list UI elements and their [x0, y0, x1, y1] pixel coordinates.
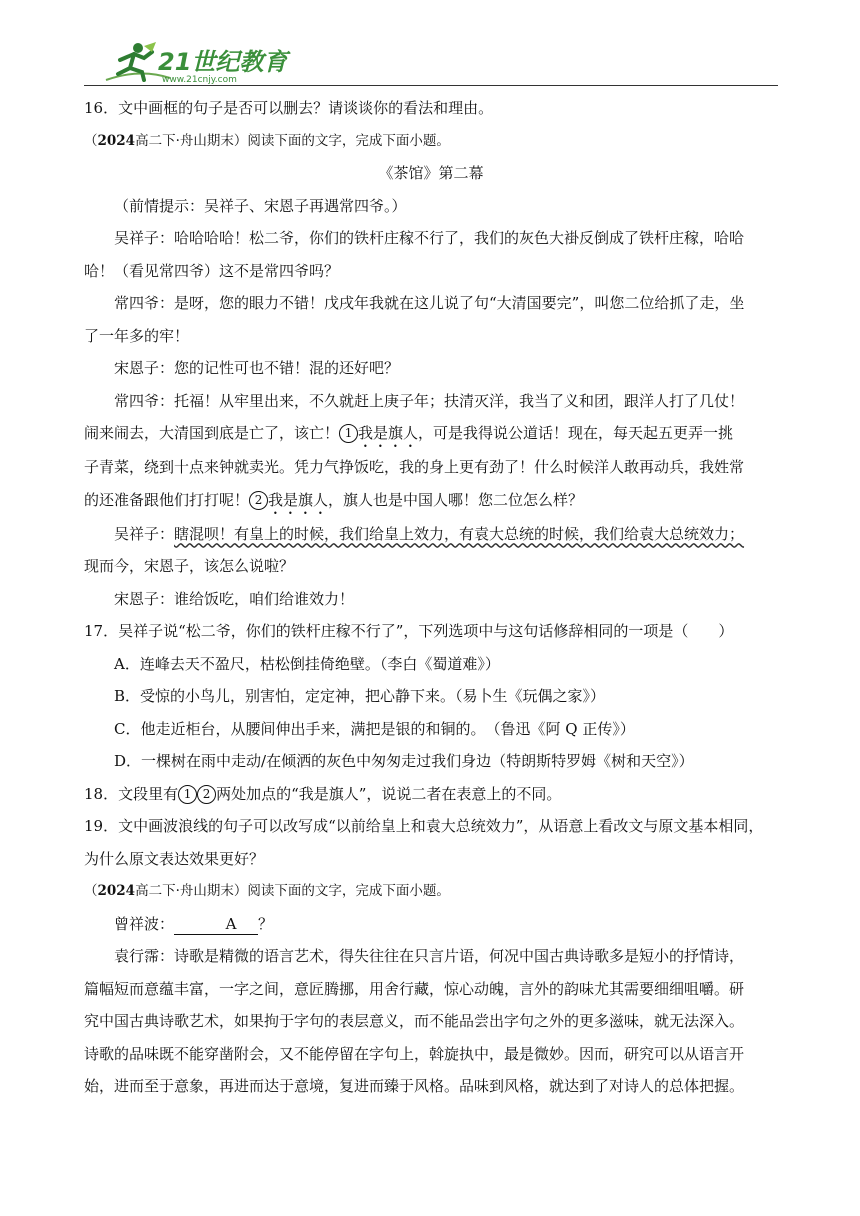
option-a: A．连峰去天不盈尺，枯松倒挂倚绝壁。（李白《蜀道难》） — [114, 654, 500, 673]
circled-number-1: 1 — [339, 424, 358, 443]
logo — [100, 38, 300, 86]
document-body — [84, 92, 778, 1103]
option-c: C．他走近柜台，从腰间伸出手来，满把是银的和铜的。 （鲁迅《阿 Q 正传》） — [114, 719, 635, 738]
prelude: （前情提示：吴祥子、宋恩子再遇常四爷。） — [114, 196, 407, 215]
option-b: B．受惊的小鸟儿，别害怕，定定神，把心静下来。（易卜生《玩偶之家》） — [114, 687, 606, 705]
wavy-underlined-sentence: 瞎混呗！有皇上的时候，我们给皇上效力，有袁大总统的时候，我们给袁大总统效力； — [174, 524, 745, 543]
dialogue-yuan-line3: 究中国古典诗歌艺术，如果拘于字句的表层意义，而不能品尝出字句之外的更多滋味，就无法深入。 — [84, 1012, 745, 1030]
dialogue-wu-2: 吴祥子：瞎混呗！有皇上的时候，我们给皇上效力，有袁大总统的时候，我们给袁大总统效力； — [114, 524, 745, 543]
dialogue-chang-2: 常四爷：托福！从牢里出来，不久就赶上庚子年；扶清灭洋，我当了义和团，跟洋人打了几仗！ — [114, 391, 745, 410]
question-19-cont: 为什么原文表达效果更好？ — [84, 849, 265, 868]
circled-number-1: 1 — [178, 785, 197, 804]
dialogue-chang-1-cont: 了一年多的牢！ — [84, 326, 190, 345]
dialogue-wu-2-cont: 现而今，宋恩子，该怎么说啦？ — [84, 557, 295, 575]
blank-a: A — [174, 914, 258, 935]
circled-number-2: 2 — [249, 491, 268, 510]
dotted-phrase-1: 我是旗人 — [358, 424, 419, 442]
dialogue-yuan-line5: 始，进而至于意象，再进而达于意境，复进而臻于风格。品味到风格，就达到了对诗人的总体把握。 — [84, 1077, 745, 1095]
question-16: 16．文中画框的句子是否可以删去？请谈谈你的看法和理由。 — [84, 99, 494, 117]
dialogue-wu-1: 吴祥子：哈哈哈哈！松二爷，你们的铁杆庄稼不行了，我们的灰色大褂反倒成了铁杆庄稼，哈哈 — [114, 229, 745, 247]
dialogue-zeng: 曾祥波： A ？ — [114, 914, 274, 933]
circled-number-2: 2 — [197, 785, 216, 804]
dialogue-chang-2-line4: 的还准备跟他们打打呢！ 2 我是旗人，旗人也是中国人哪！您二位怎么样？ — [84, 490, 584, 509]
svg-text:21世纪教育: 21世纪教育 — [158, 48, 288, 76]
dialogue-yuan-line2: 篇幅短而意蕴丰富，一字之间，意匠腾挪，用舍行藏，惊心动魄，言外的韵味尤其需要细细咀嚼。研 — [84, 979, 745, 998]
source-line-2: （2024高二下·舟山期末）阅读下面的文字，完成下面小题。 — [84, 883, 450, 899]
runner-logo-icon — [100, 38, 300, 86]
dialogue-yuan: 袁行霈：诗歌是精微的语言艺术，得失往往在只言片语，何况中国古典诗歌多是短小的抒情诗， — [114, 947, 745, 965]
source-line-1: （2024高二下·舟山期末）阅读下面的文字，完成下面小题。 — [84, 132, 450, 149]
dotted-phrase-2: 我是旗人 — [268, 490, 329, 509]
question-19: 19．文中画波浪线的句子可以改写成“以前给皇上和袁大总统效力”，从语意上看改文与原文基本相同， — [84, 817, 764, 835]
svg-text:www.21cnjy.com: www.21cnjy.com — [162, 75, 237, 85]
dialogue-yuan-line4: 诗歌的品味既不能穿凿附会，又不能停留在字句上，斡旋执中，最是微妙。因而，研究可以从语言开 — [84, 1044, 745, 1063]
dialogue-chang-1: 常四爷：是呀，您的眼力不错！戊戌年我就在这儿说了句“大清国要完”，叫您二位给抓了走，坐 — [114, 294, 745, 312]
dialogue-chang-2-line2: 闹来闹去，大清国到底是亡了，该亡！ 1 我是旗人，可是我得说公道话！现在，每天起五更弄一挑 — [84, 424, 734, 442]
dialogue-song-1: 宋恩子：您的记性可也不错！混的还好吧？ — [114, 359, 400, 377]
question-18: 18．文段里有 1 2 两处加点的“我是旗人”，说说二者在表意上的不同。 — [84, 784, 562, 803]
option-d: D．一棵树在雨中走动/在倾洒的灰色中匆匆走过我们身边（特朗斯特罗姆《树和天空》） — [114, 752, 694, 770]
dialogue-song-2: 宋恩子：谁给饭吃，咱们给谁效力！ — [114, 589, 355, 608]
header-rule — [84, 85, 778, 86]
dialogue-chang-2-line3: 子青菜，绕到十点来钟就卖光。凭力气挣饭吃，我的身上更有劲了！什么时候洋人敢再动兵，我姓常 — [84, 458, 745, 476]
dialogue-wu-1-cont: 哈！（看见常四爷）这不是常四爷吗？ — [84, 261, 340, 280]
question-17: 17．吴祥子说“松二爷，你们的铁杆庄稼不行了”，下列选项中与这句话修辞相同的一项是（ ） — [84, 622, 734, 640]
play-title: 《茶馆》第二幕 — [378, 164, 484, 182]
